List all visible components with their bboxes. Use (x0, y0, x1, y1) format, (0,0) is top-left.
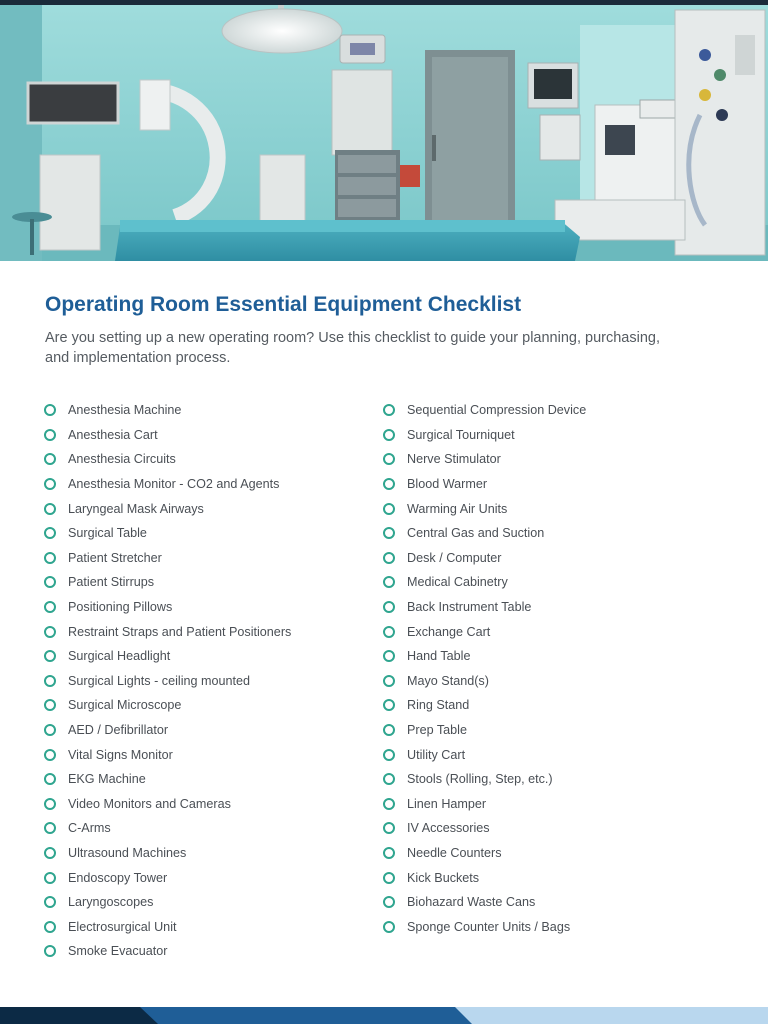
checklist-item (383, 865, 586, 890)
checklist-item-label: Endoscopy Tower (68, 870, 168, 885)
checklist-item (383, 546, 586, 571)
checkbox-circle-icon[interactable] (44, 773, 56, 785)
checkbox-circle-icon[interactable] (383, 724, 395, 736)
checkbox-circle-icon[interactable] (44, 945, 56, 957)
checklist-item (44, 718, 291, 743)
checklist-item (383, 619, 586, 644)
checkbox-circle-icon[interactable] (44, 601, 56, 613)
checklist-item-label: Surgical Lights - ceiling mounted (68, 673, 251, 688)
checkbox-circle-icon[interactable] (383, 749, 395, 761)
checkbox-circle-icon[interactable] (44, 749, 56, 761)
checklist-item-label: Anesthesia Circuits (68, 452, 176, 467)
checklist-item (383, 669, 586, 694)
footer-band-light (455, 1007, 768, 1024)
checklist-item (44, 570, 291, 595)
checklist-item-label: Medical Cabinetry (407, 575, 508, 590)
checklist-item (44, 472, 291, 497)
checklist-item-label: Video Monitors and Cameras (68, 796, 231, 811)
checklist-item-label: Surgical Headlight (68, 649, 171, 664)
checklist-item (383, 595, 586, 620)
checklist-item (383, 496, 586, 521)
checklist-item (44, 447, 291, 472)
checklist-item (383, 890, 586, 915)
checklist-item (383, 816, 586, 841)
checkbox-circle-icon[interactable] (44, 527, 56, 539)
checklist-item-label: Electrosurgical Unit (68, 919, 177, 934)
checkbox-circle-icon[interactable] (44, 478, 56, 490)
checklist-item-label: Back Instrument Table (407, 600, 532, 615)
checkbox-circle-icon[interactable] (44, 404, 56, 416)
checkbox-circle-icon[interactable] (383, 773, 395, 785)
operating-room-photo (0, 5, 768, 261)
checklist-item (44, 496, 291, 521)
checklist-item-label: Needle Counters (407, 845, 502, 860)
checkbox-circle-icon[interactable] (383, 503, 395, 515)
checklist-item (44, 644, 291, 669)
checklist-item-label: Exchange Cart (407, 624, 491, 639)
checklist-item (44, 423, 291, 448)
checkbox-circle-icon[interactable] (44, 896, 56, 908)
checkbox-circle-icon[interactable] (383, 601, 395, 613)
checkbox-circle-icon[interactable] (383, 404, 395, 416)
checklist-item (383, 841, 586, 866)
checklist-item-label: EKG Machine (68, 772, 146, 787)
checklist-item (44, 742, 291, 767)
checkbox-circle-icon[interactable] (383, 552, 395, 564)
checklist-item-label: Anesthesia Machine (68, 403, 182, 418)
checklist-item (44, 792, 291, 817)
checklist-item (44, 693, 291, 718)
checkbox-circle-icon[interactable] (383, 921, 395, 933)
checklist-item (383, 472, 586, 497)
checkbox-circle-icon[interactable] (383, 429, 395, 441)
checkbox-circle-icon[interactable] (383, 896, 395, 908)
checkbox-circle-icon[interactable] (44, 798, 56, 810)
checkbox-circle-icon[interactable] (44, 453, 56, 465)
checkbox-circle-icon[interactable] (383, 527, 395, 539)
checklist-item (44, 914, 291, 939)
page-title: Operating Room Essential Equipment Checklist (45, 293, 522, 316)
checklist-item (383, 914, 586, 939)
checklist-item-label: Ring Stand (407, 698, 470, 713)
checklist-item-label: Ultrasound Machines (68, 845, 187, 860)
checklist-item (44, 521, 291, 546)
checklist-item-label: Biohazard Waste Cans (407, 895, 536, 910)
checklist-item-label: Hand Table (407, 649, 471, 664)
footer-band (0, 1007, 768, 1024)
checklist-item-label: Patient Stirrups (68, 575, 155, 590)
checklist-item-label: Smoke Evacuator (68, 944, 168, 959)
checklist-item-label: Kick Buckets (407, 870, 480, 885)
checklist-item-label: C-Arms (68, 821, 111, 836)
checklist-item (383, 718, 586, 743)
checklist-item-label: Vital Signs Monitor (68, 747, 173, 762)
checklist-item-label: Restraint Straps and Patient Positioners (68, 624, 292, 639)
checkbox-circle-icon[interactable] (383, 453, 395, 465)
checklist-item (44, 546, 291, 571)
checklist-column-left (44, 398, 291, 964)
checklist-item-label: Positioning Pillows (68, 600, 173, 615)
checkbox-circle-icon[interactable] (44, 503, 56, 515)
checklist-item-label: Surgical Table (68, 526, 147, 541)
checkbox-circle-icon[interactable] (383, 822, 395, 834)
checklist-item (383, 521, 586, 546)
checklist-item-label: Desk / Computer (407, 550, 502, 565)
checklist-item-label: Surgical Microscope (68, 698, 182, 713)
checkbox-circle-icon[interactable] (383, 872, 395, 884)
checklist-item (44, 619, 291, 644)
checkbox-circle-icon[interactable] (383, 847, 395, 859)
checklist-item (44, 939, 291, 964)
checkbox-circle-icon[interactable] (383, 478, 395, 490)
checkbox-circle-icon[interactable] (383, 626, 395, 638)
checklist-item (44, 669, 291, 694)
checkbox-circle-icon[interactable] (44, 552, 56, 564)
checklist-item-label: Warming Air Units (407, 501, 508, 516)
checklist-item (383, 742, 586, 767)
checklist-item (44, 767, 291, 792)
checklist-item (383, 398, 586, 423)
checkbox-circle-icon[interactable] (44, 699, 56, 711)
checkbox-circle-icon[interactable] (44, 576, 56, 588)
checklist-item (383, 693, 586, 718)
checklist-item (383, 767, 586, 792)
checklist-item-label: Surgical Tourniquet (407, 427, 515, 442)
checkbox-circle-icon[interactable] (383, 798, 395, 810)
checklist-item-label: Sequential Compression Device (407, 403, 587, 418)
checklist-item-label: Sponge Counter Units / Bags (407, 919, 571, 934)
intro-paragraph: Are you setting up a new operating room? Use this checklist to guide your planning, purchasing, and implementation process. (45, 330, 660, 366)
checklist-item-label: AED / Defibrillator (68, 723, 169, 738)
checklist-item-label: Blood Warmer (407, 477, 488, 492)
checklist-item (44, 816, 291, 841)
checkbox-circle-icon[interactable] (44, 429, 56, 441)
checklist-item-label: Anesthesia Monitor - CO2 and Agents (68, 477, 280, 492)
checklist-item (44, 398, 291, 423)
checkbox-circle-icon[interactable] (383, 699, 395, 711)
checklist-item-label: Utility Cart (407, 747, 466, 762)
checklist-item-label: Laryngeal Mask Airways (68, 501, 204, 516)
checklist-item-label: Linen Hamper (407, 796, 487, 811)
checklist-item-label: IV Accessories (407, 821, 490, 836)
checklist-item (383, 447, 586, 472)
checkbox-circle-icon[interactable] (44, 626, 56, 638)
checklist-item-label: Stools (Rolling, Step, etc.) (407, 772, 553, 787)
checkbox-circle-icon[interactable] (44, 822, 56, 834)
checklist-item (383, 570, 586, 595)
checklist-item (44, 841, 291, 866)
checkbox-circle-icon[interactable] (44, 724, 56, 736)
checklist-item (44, 890, 291, 915)
checkbox-circle-icon[interactable] (383, 675, 395, 687)
checklist-item (383, 792, 586, 817)
checkbox-circle-icon[interactable] (44, 872, 56, 884)
checklist-item-label: Anesthesia Cart (68, 427, 158, 442)
checkbox-circle-icon[interactable] (44, 650, 56, 662)
checklist-item-label: Central Gas and Suction (407, 526, 545, 541)
checklist-column-right (383, 398, 586, 939)
checklist-item-label: Nerve Stimulator (407, 452, 501, 467)
checklist-item-label: Mayo Stand(s) (407, 673, 489, 688)
checklist-item-label: Patient Stretcher (68, 550, 162, 565)
checkbox-circle-icon[interactable] (44, 921, 56, 933)
checkbox-circle-icon[interactable] (44, 675, 56, 687)
checkbox-circle-icon[interactable] (383, 576, 395, 588)
checklist-item (383, 644, 586, 669)
checklist-item-label: Laryngoscopes (68, 895, 154, 910)
checklist-item (383, 423, 586, 448)
checkbox-circle-icon[interactable] (44, 847, 56, 859)
checklist-item-label: Prep Table (407, 723, 467, 738)
checklist-item (44, 595, 291, 620)
checkbox-circle-icon[interactable] (383, 650, 395, 662)
footer-band-blue (140, 1007, 480, 1024)
checklist-item (44, 865, 291, 890)
